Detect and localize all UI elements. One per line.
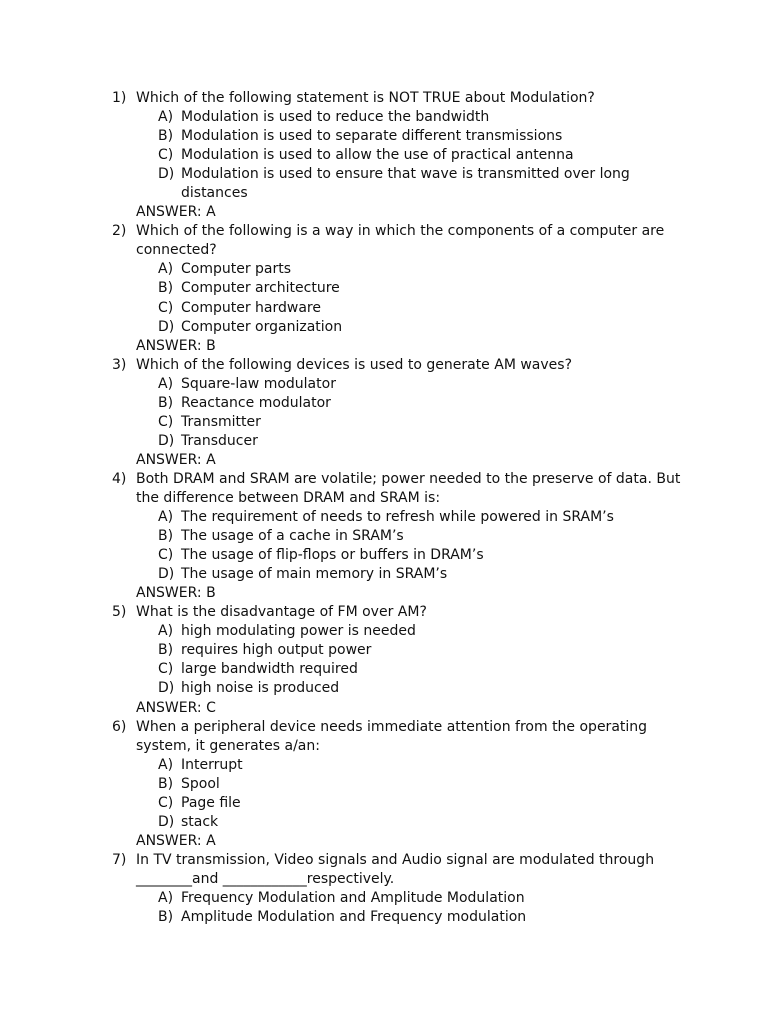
option-text: Computer hardware bbox=[181, 299, 321, 316]
question-number: 6) bbox=[112, 718, 127, 735]
question-text: What is the disadvantage of FM over AM? bbox=[136, 604, 427, 621]
option-letter: B) bbox=[158, 775, 174, 792]
option-text: Amplitude Modulation and Frequency modulation bbox=[181, 909, 527, 926]
option-text: distances bbox=[181, 185, 248, 202]
question-text-line bbox=[0, 489, 768, 508]
option-letter: B) bbox=[158, 394, 174, 411]
question-text: Which of the following is a way in which the components of a computer are bbox=[136, 223, 665, 240]
option-letter: D) bbox=[158, 566, 175, 583]
option-line bbox=[0, 279, 768, 298]
option-text: high noise is produced bbox=[181, 680, 340, 697]
question-text: Which of the following devices is used to generate AM waves? bbox=[136, 356, 573, 373]
option-text: Spool bbox=[181, 775, 220, 792]
option-letter: B) bbox=[158, 280, 174, 297]
question-number: 4) bbox=[112, 470, 127, 487]
option-letter: D) bbox=[158, 680, 175, 697]
question-item bbox=[0, 851, 768, 927]
option-letter: C) bbox=[158, 547, 174, 564]
option-line bbox=[0, 813, 768, 832]
option-line bbox=[0, 413, 768, 432]
question-item bbox=[0, 470, 768, 603]
option-line bbox=[0, 508, 768, 527]
question-number: 3) bbox=[112, 356, 127, 373]
option-text: high modulating power is needed bbox=[181, 623, 416, 640]
option-text: stack bbox=[181, 813, 219, 830]
option-line bbox=[0, 660, 768, 679]
option-text: The usage of a cache in SRAM’s bbox=[181, 528, 404, 545]
option-text: The requirement of needs to refresh while powered in SRAM’s bbox=[181, 509, 614, 526]
option-letter: A) bbox=[158, 109, 174, 126]
option-text: Computer architecture bbox=[181, 280, 340, 297]
option-text: Transmitter bbox=[181, 413, 261, 430]
option-letter: A) bbox=[158, 623, 174, 640]
option-line bbox=[0, 546, 768, 565]
quiz-page bbox=[0, 89, 768, 927]
option-letter: C) bbox=[158, 147, 174, 164]
option-text: Interrupt bbox=[181, 756, 243, 773]
option-line bbox=[0, 889, 768, 908]
option-text: Frequency Modulation and Amplitude Modulation bbox=[181, 889, 525, 906]
question-item bbox=[0, 89, 768, 222]
question-text-line bbox=[0, 737, 768, 756]
option-letter: A) bbox=[158, 509, 174, 526]
answer-line: ANSWER: B bbox=[136, 337, 216, 354]
option-line bbox=[0, 679, 768, 698]
option-line bbox=[0, 432, 768, 451]
question-text: ________and ____________respectively. bbox=[136, 870, 395, 887]
question-text-line bbox=[0, 89, 768, 108]
question-text-line bbox=[0, 470, 768, 489]
question-text: Both DRAM and SRAM are volatile; power needed to the preserve of data. But bbox=[136, 470, 681, 487]
option-letter: B) bbox=[158, 528, 174, 545]
option-text: Modulation is used to allow the use of practical antenna bbox=[181, 147, 574, 164]
option-line bbox=[0, 165, 768, 184]
option-text: Modulation is used to separate different transmissions bbox=[181, 128, 563, 145]
question-text-line bbox=[0, 718, 768, 737]
option-text: Transducer bbox=[181, 432, 258, 449]
option-letter: B) bbox=[158, 128, 174, 145]
question-text-line bbox=[0, 870, 768, 889]
option-text: The usage of flip-flops or buffers in DRAM’s bbox=[181, 547, 484, 564]
question-text: Which of the following statement is NOT TRUE about Modulation? bbox=[136, 90, 595, 106]
option-line bbox=[0, 527, 768, 546]
option-line bbox=[0, 260, 768, 279]
option-line bbox=[0, 394, 768, 413]
option-line bbox=[0, 299, 768, 318]
question-number: 7) bbox=[112, 851, 127, 868]
option-line bbox=[0, 622, 768, 641]
question-number: 2) bbox=[112, 223, 127, 240]
answer-line: ANSWER: A bbox=[136, 204, 216, 221]
option-letter: C) bbox=[158, 794, 174, 811]
option-letter: B) bbox=[158, 909, 174, 926]
option-line bbox=[0, 318, 768, 337]
option-line bbox=[0, 127, 768, 146]
answer-line: ANSWER: B bbox=[136, 585, 216, 602]
question-text: In TV transmission, Video signals and Audio signal are modulated through bbox=[136, 851, 655, 868]
option-line bbox=[0, 146, 768, 165]
option-line bbox=[0, 184, 768, 203]
option-letter: C) bbox=[158, 413, 174, 430]
option-text: Computer organization bbox=[181, 318, 343, 335]
option-letter: A) bbox=[158, 889, 174, 906]
option-line bbox=[0, 375, 768, 394]
option-letter: B) bbox=[158, 642, 174, 659]
option-text: Page file bbox=[181, 794, 241, 811]
question-text: connected? bbox=[136, 242, 217, 259]
option-line bbox=[0, 908, 768, 927]
option-line bbox=[0, 794, 768, 813]
question-number: 5) bbox=[112, 604, 127, 621]
option-text: Computer parts bbox=[181, 261, 292, 278]
option-text: requires high output power bbox=[181, 642, 372, 659]
question-text-line bbox=[0, 356, 768, 375]
question-item bbox=[0, 603, 768, 717]
option-letter: A) bbox=[158, 375, 174, 392]
option-line bbox=[0, 565, 768, 584]
question-number: 1) bbox=[112, 90, 127, 106]
option-line bbox=[0, 756, 768, 775]
option-line bbox=[0, 775, 768, 794]
question-item bbox=[0, 356, 768, 470]
answer-line: ANSWER: A bbox=[136, 451, 216, 468]
question-text: the difference between DRAM and SRAM is: bbox=[136, 489, 441, 506]
option-line bbox=[0, 108, 768, 127]
option-text: Modulation is used to ensure that wave is transmitted over long bbox=[181, 166, 630, 183]
question-text-line bbox=[0, 851, 768, 870]
question-text: When a peripheral device needs immediate attention from the operating bbox=[136, 718, 648, 735]
question-item bbox=[0, 222, 768, 355]
question-text-line bbox=[0, 603, 768, 622]
question-text-line bbox=[0, 222, 768, 241]
option-line bbox=[0, 641, 768, 660]
answer-line: ANSWER: C bbox=[136, 699, 216, 716]
question-item bbox=[0, 718, 768, 851]
option-letter: D) bbox=[158, 813, 175, 830]
option-letter: A) bbox=[158, 756, 174, 773]
option-letter: C) bbox=[158, 299, 174, 316]
option-letter: D) bbox=[158, 166, 175, 183]
question-text-line bbox=[0, 241, 768, 260]
option-letter: D) bbox=[158, 432, 175, 449]
option-letter: A) bbox=[158, 261, 174, 278]
option-text: Square-law modulator bbox=[181, 375, 336, 392]
option-text: The usage of main memory in SRAM’s bbox=[181, 566, 448, 583]
option-text: Modulation is used to reduce the bandwidth bbox=[181, 109, 490, 126]
question-text: system, it generates a/an: bbox=[136, 737, 320, 754]
option-letter: C) bbox=[158, 661, 174, 678]
answer-line: ANSWER: A bbox=[136, 832, 216, 849]
option-letter: D) bbox=[158, 318, 175, 335]
option-text: large bandwidth required bbox=[181, 661, 358, 678]
option-text: Reactance modulator bbox=[181, 394, 331, 411]
